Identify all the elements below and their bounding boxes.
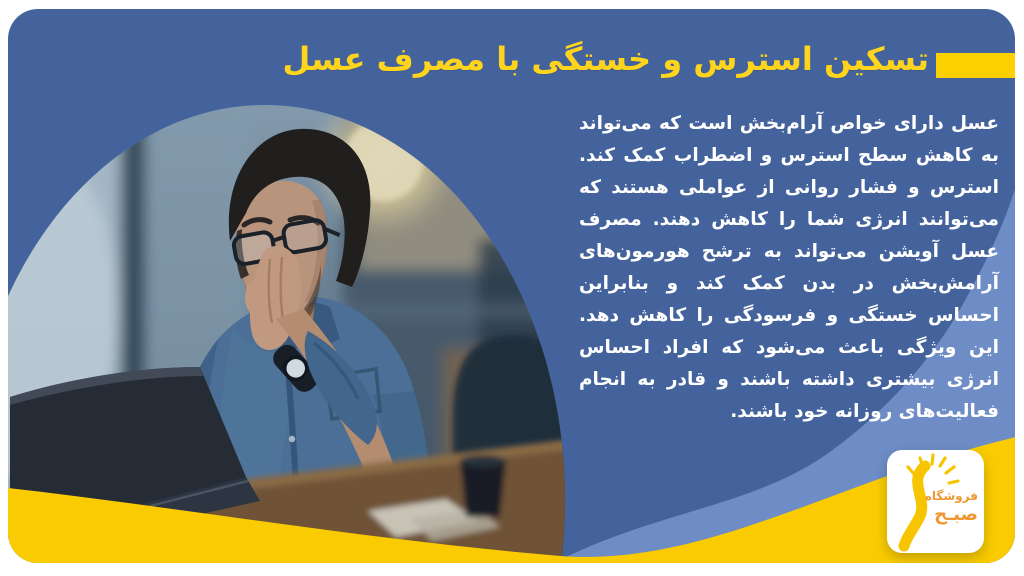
store-name-line2: صبـح <box>934 503 978 525</box>
body-text: عسل دارای خواص آرام‌بخش است که می‌تواند به کاهش سطح استرس و اضطراب کمک کند. استرس و فشار روانی از عواملی هستند که می‌توانند انرژی شما را کاهش دهند. مصرف عسل آویشن می‌تواند به ترشح هورمون‌های آرامش‌بخش در بدن کمک کند و بنابراین احساس خستگی و فرسودگی را کاهش دهد. این ویژگی باعث می‌شود که افراد احساس انرژی بیشتری داشته باشند و قادر به انجام فعالیت‌های روزانه خود باشند. <box>579 113 999 422</box>
page-title: تسکین استرس و خستگی با مصرف عسل <box>282 40 929 78</box>
store-logo <box>887 450 984 553</box>
store-name <box>925 490 978 525</box>
store-name-line1: فروشگاه <box>924 489 978 503</box>
blue-panel <box>8 9 1015 563</box>
title-accent-bar <box>936 53 1015 78</box>
